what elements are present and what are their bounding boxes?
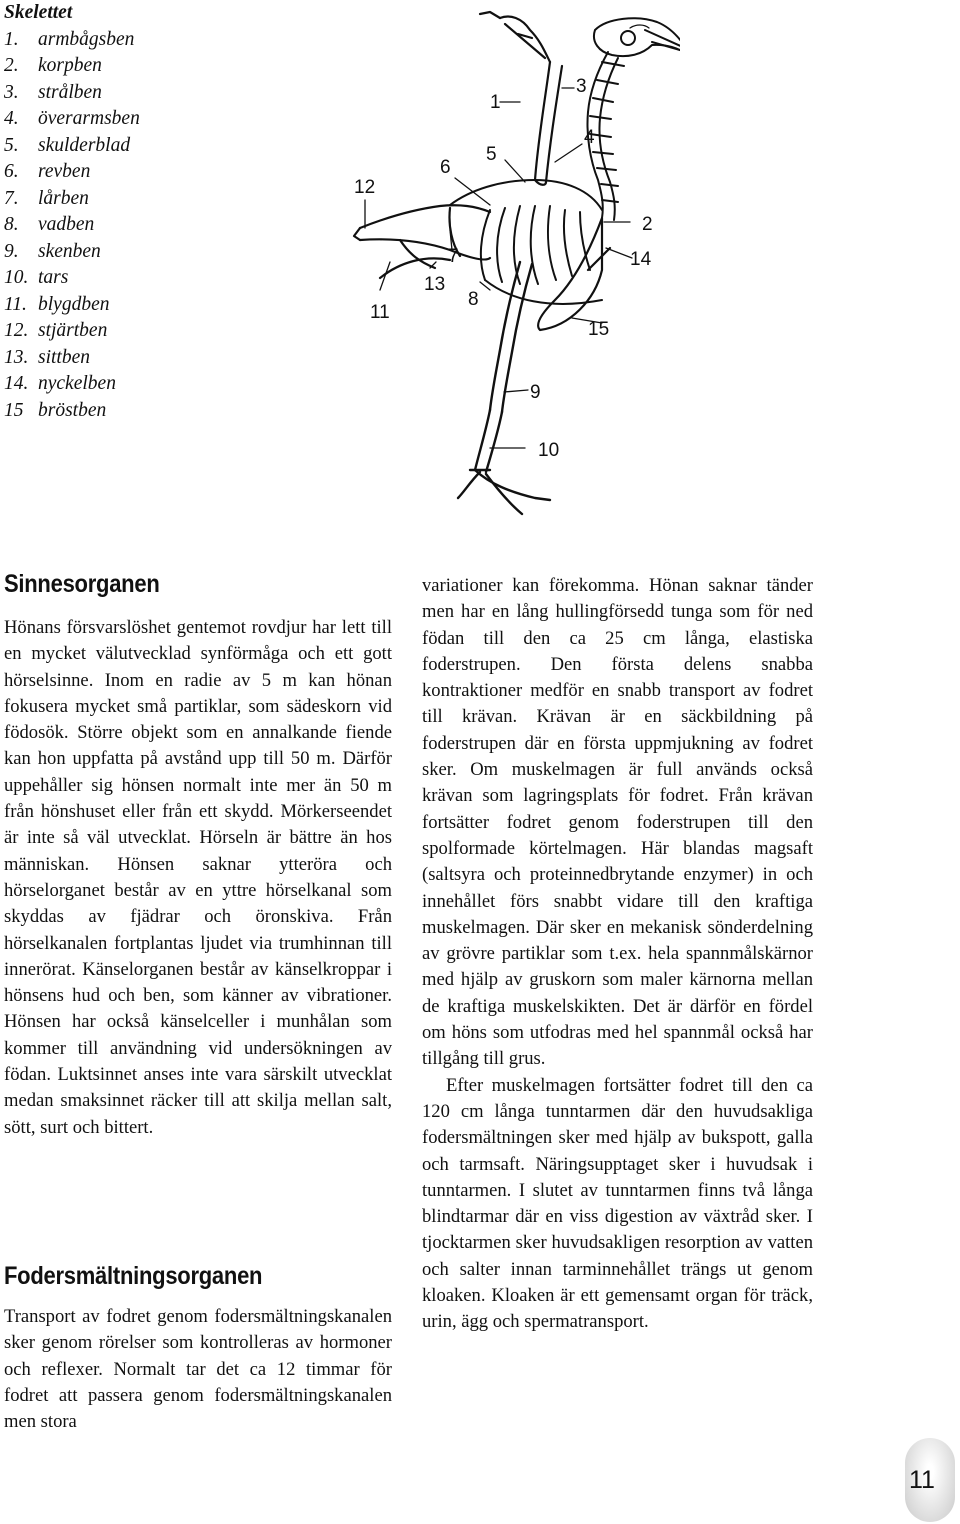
legend-item: 8. vadben (4, 214, 95, 235)
pelvis-tail (354, 205, 490, 278)
figure-label-2: 2 (642, 214, 653, 235)
paragraph: Transport av fodret genom fodersmältningskanalen sker genom rörelser som kontrolleras av hormoner och reflexer. Normalt tar det ca 12 timmar för fodret att passera genom fodersmältningskanalen men stora (4, 1306, 392, 1433)
skeleton-drawing (340, 0, 680, 525)
figure-label-9: 9 (530, 382, 541, 403)
figure-label-4: 4 (584, 127, 595, 148)
paragraph: variationer kan förekomma. Hönan saknar tänder men har en lång hullingförsedd tunga som för ned födan till den ca 25 cm långa, elastiska foderstrupen. Den första delens snabba kontraktioner medför en snabb transport av fodret till krävan. Krävan är en säckbildning på foderstrupen där en första uppmjukning av fodret sker. Om muskelmagen är full används också krävan som lagringsplats för fodret. Från krävan fortsätter fodret genom foderstrupen till den spolformade körtelmagen. Här blandas magsaft (saltsyra och proteinnedbrytande enzymer) in och innehållet förs snabbt vidare till den kraftiga muskelmagen. Där sker en mekanisk sönderdelning av grövre partiklar som t.ex. hela spannmålskärnor med hjälp av gruskorn som maler kärnorna mellan de kraftiga muskelskikten. Det är därför en fördel om höns som utfodras med hel spannmål också har tillgång till grus. (422, 575, 813, 1070)
legend-item: 4. överarmsben (4, 108, 140, 129)
legend-item: 1. armbågsben (4, 28, 135, 50)
legend-item: 14. nyckelben (4, 373, 116, 394)
paragraph: Efter muskelmagen fortsätter fodret till den ca 120 cm långa tunntarmen där den huvudsakliga fodersmältningen sker med hjälp av bukspott, galla och tarmsaft. Näringsupptaget sker i huvudsak i tunntarmen. I slutet av tunntarmen finns två långa blindtarmar där en viss digestion av växtråd sker. I tjocktarmen sker huvudsakligen resorption av vatten och salter innan tarminnehållet trängs ut genom kloaken. Kloaken är ett gemensamt organ för träck, urin, ägg och spermatransport. (422, 1074, 813, 1333)
page-number: 11 (909, 1466, 935, 1494)
figure-label-10: 10 (538, 440, 560, 461)
figure-label-15: 15 (588, 319, 610, 340)
legend-item: 7. lårben (4, 187, 89, 209)
legend-item: 11. blygdben (4, 293, 110, 315)
chicken-skeleton-figure (340, 0, 680, 525)
figure-label-11: 11 (370, 302, 390, 323)
legend-item: 10. tars (4, 267, 69, 288)
legend-item: 6. revben (4, 161, 91, 182)
fodersmaltning-text-left (4, 1304, 392, 1435)
heading-fodersmaltningsorganen: Fodersmältningsorganen (4, 1262, 263, 1290)
sinnesorganen-text (4, 615, 392, 1141)
paragraph: Hönans försvarslöshet gentemot rovdjur har lett till en mycket välutvecklad synförmåga och ett gott hörselsinne. Inom en radie av 5 m kan hönan fokusera mycket små partiklar, som sädeskorn vid födosök. Större objekt som en annalkande fiende kan hon uppfatta på avstånd upp till 50 m. Därför uppehåller sig hönsen normalt inte mer än 50 m från hönshuset eller från ett skydd. Mörkerseendet är inte så väl utvecklat. Hörseln är bättre än hos människan. Hönsen saknar ytteröra och hörselorganet består av en yttre hörselkanal som skyddas av fjädrar och öronskiva. Från hörselkanalen fortplantas ljudet via trumhinnan till innerörat. Känselorganen består av känselkroppar i hönsens hud och ben, som känner av vibrationer. Hönsen har också känselceller i munhålan som kommer till användning vid undersökningen av födan. Luktsinnet anses inte vara särskilt utvecklat medan smaksinnet räcker till att skilja mellan salt, sött, surt och bittert. (4, 617, 392, 1138)
figure-label-12: 12 (354, 177, 376, 198)
figure-label-3: 3 (576, 76, 587, 97)
legend-item: 13. sittben (4, 346, 90, 368)
skull (594, 18, 680, 56)
legend-heading: Skelettet (4, 2, 73, 23)
figure-label-5: 5 (486, 144, 497, 165)
legend-item: 15 bröstben (4, 399, 107, 421)
skeleton-legend (4, 0, 140, 424)
figure-label-14: 14 (630, 249, 652, 270)
right-column-text (422, 573, 813, 1336)
legend-item: 9. skenben (4, 240, 101, 262)
figure-label-7: 7 (448, 246, 459, 267)
legend-item: 3. strålben (4, 81, 102, 103)
legend-item: 5. skulderblad (4, 134, 131, 156)
legend-item: 2. korpben (4, 55, 102, 76)
figure-label-13: 13 (424, 274, 446, 295)
figure-label-8: 8 (468, 289, 479, 310)
heading-sinnesorganen: Sinnesorganen (4, 570, 160, 598)
figure-label-1: 1 (490, 92, 501, 113)
legend-item: 12. stjärtben (4, 320, 108, 341)
figure-label-6: 6 (440, 157, 451, 178)
